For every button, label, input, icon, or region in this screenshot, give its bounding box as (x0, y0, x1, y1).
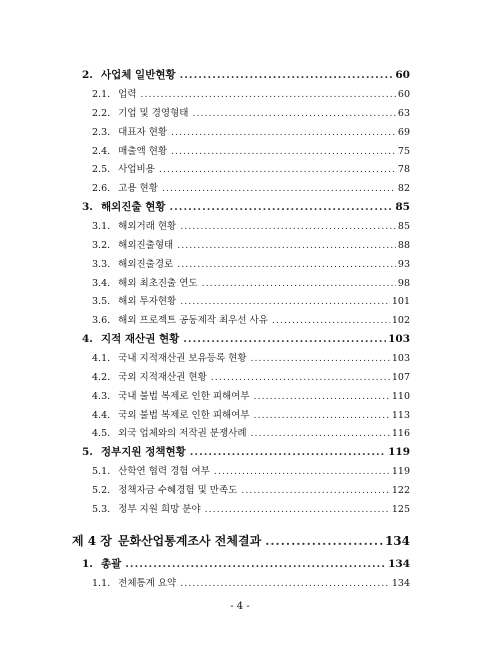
toc-entry[interactable] (92, 501, 410, 521)
toc-entry-number: 3.1. (92, 221, 111, 232)
toc-entry-title: 매출액 현황 (118, 146, 168, 157)
toc-entry[interactable] (92, 425, 410, 445)
toc-leader-dots (251, 353, 390, 364)
toc-entry-number: 2.2. (92, 108, 111, 119)
toc-leader-dots (180, 221, 396, 232)
toc-leader-dots (211, 372, 390, 383)
toc-entry-title: 대표자 현황 (118, 127, 168, 138)
toc-entry[interactable] (92, 482, 410, 502)
toc-entry-number: 4.1. (92, 353, 111, 364)
toc-leader-dots (171, 146, 396, 157)
toc-entry-page: 110 (391, 391, 410, 402)
toc-entry-title: 해외 투자현황 (118, 296, 177, 307)
toc-entry-number: 3.4. (92, 278, 111, 289)
toc-entry-number: 3.3. (92, 259, 111, 270)
toc-entry[interactable] (92, 143, 410, 163)
toc-entry-page: 60 (397, 89, 410, 100)
toc-entry[interactable] (92, 407, 410, 427)
toc-entry-number: 2.6. (92, 183, 111, 194)
toc-entry-page: 134 (391, 578, 410, 589)
toc-entry-number: 2.4. (92, 146, 111, 157)
toc-entry-title: 국내 지적재산권 보유등록 현황 (118, 353, 247, 364)
toc-entry[interactable] (92, 105, 410, 125)
toc-leader-dots (265, 534, 383, 548)
toc-entry-title: 업력 (118, 89, 137, 100)
toc-entry-number: 2.3. (92, 127, 111, 138)
toc-entry-number: 3.5. (92, 296, 111, 307)
toc-leader-dots (159, 164, 396, 175)
toc-entry[interactable] (92, 369, 410, 389)
toc-leader-dots (192, 108, 395, 119)
toc-entry[interactable] (82, 331, 410, 351)
toc-leader-dots (254, 391, 390, 402)
toc-entry-title: 산학연 협력 경험 여부 (118, 466, 210, 477)
toc-entry[interactable] (92, 312, 410, 332)
toc-entry-page: 125 (391, 504, 410, 515)
toc-leader-dots (171, 127, 396, 138)
toc-entry-title: 국외 지적재산권 현황 (118, 372, 207, 383)
toc-entry[interactable] (92, 180, 410, 200)
toc-leader-dots (272, 315, 390, 326)
page-number: - 4 - (230, 601, 250, 612)
toc-entry-page: 60 (395, 69, 410, 81)
toc-entry-title: 지적 재산권 현황 (100, 333, 180, 345)
toc-entry-title: 기업 및 경영형태 (118, 108, 189, 119)
toc-entry-title: 전체통계 요약 (118, 578, 177, 589)
toc-entry-page: 102 (391, 315, 410, 326)
toc-entry-number: 3.6. (92, 315, 111, 326)
toc-entry-page: 63 (397, 108, 410, 119)
toc-entry[interactable] (92, 350, 410, 370)
toc-entry-number: 4.3. (92, 391, 111, 402)
toc-entry-title: 국외 불법 복제로 인한 피해여부 (118, 410, 250, 421)
toc-entry-page: 78 (397, 164, 410, 175)
toc-entry-page: 93 (397, 259, 410, 270)
toc-leader-dots (254, 410, 390, 421)
toc-entry[interactable] (92, 575, 410, 595)
toc-entry-number: 5.3. (92, 504, 111, 515)
toc-leader-dots (180, 296, 390, 307)
toc-entry[interactable] (82, 199, 410, 219)
toc-entry-page: 101 (391, 296, 410, 307)
toc-entry[interactable] (92, 463, 410, 483)
toc-leader-dots (180, 69, 394, 81)
toc-entry[interactable] (92, 256, 410, 276)
toc-entry-title: 해외 프로젝트 공동제작 최우선 사유 (118, 315, 268, 326)
toc-leader-dots (205, 504, 390, 515)
toc-chapter-number: 제 4 장 (72, 534, 112, 548)
toc-entry-number: 2.5. (92, 164, 111, 175)
toc-leader-dots (183, 333, 386, 345)
toc-entry-title: 사업비용 (118, 164, 155, 175)
toc-leader-dots (169, 201, 393, 213)
toc-entry-number: 1. (82, 558, 93, 570)
toc-entry-page: 113 (391, 410, 410, 421)
toc-leader-dots (241, 485, 390, 496)
toc-entry[interactable] (82, 444, 410, 464)
toc-leader-dots (251, 428, 390, 439)
toc-leader-dots (180, 578, 390, 589)
toc-leader-dots (177, 259, 396, 270)
toc-entry-number: 4.2. (92, 372, 111, 383)
toc-leader-dots (162, 183, 396, 194)
toc-entry-title: 해외진출 현황 (100, 201, 166, 213)
toc-entry-number: 4.5. (92, 428, 111, 439)
toc-entry-page: 88 (397, 240, 410, 251)
toc-entry-title: 정책자금 수혜경험 및 만족도 (118, 485, 238, 496)
toc-entry-page: 103 (388, 333, 410, 345)
toc-entry-number: 3. (82, 201, 93, 213)
toc-entry-title: 고용 현황 (118, 183, 158, 194)
toc-entry-title: 해외 최초진출 연도 (118, 278, 198, 289)
toc-entry-title: 총괄 (100, 558, 122, 570)
toc-entry[interactable] (92, 86, 410, 106)
toc-leader-dots (177, 240, 396, 251)
toc-entry-title: 외국 업체와의 저작권 분쟁사례 (118, 428, 247, 439)
toc-entry-page: 122 (391, 485, 410, 496)
toc-entry[interactable] (92, 275, 410, 295)
toc-chapter-page: 134 (384, 534, 410, 548)
toc-entry-number: 1.1. (92, 578, 111, 589)
toc-entry[interactable] (92, 388, 410, 408)
toc-entry-title: 국내 불법 복제로 인한 피해여부 (118, 391, 250, 402)
toc-entry-number: 4.4. (92, 410, 111, 421)
toc-entry-page: 82 (397, 183, 410, 194)
toc-entry[interactable] (92, 237, 410, 257)
toc-entry-page: 85 (395, 201, 410, 213)
toc-entry-page: 98 (397, 278, 410, 289)
toc-entry-page: 116 (391, 428, 410, 439)
toc-leader-dots (190, 446, 386, 458)
toc-entry-page: 69 (397, 127, 410, 138)
toc-entry-title: 정부지원 정책현황 (100, 446, 186, 458)
toc-leader-dots (214, 466, 390, 477)
toc-entry[interactable] (92, 293, 410, 313)
toc-entry-title: 해외거래 현황 (118, 221, 177, 232)
toc-chapter-title: 문화산업통계조사 전체결과 (117, 534, 262, 548)
toc-leader-dots (202, 278, 396, 289)
toc-entry[interactable] (82, 556, 410, 576)
toc-entry-number: 2. (82, 69, 93, 81)
toc-entry-page: 103 (391, 353, 410, 364)
toc-entry-page: 85 (397, 221, 410, 232)
toc-entry-page: 119 (388, 446, 410, 458)
toc-leader-dots (125, 558, 386, 570)
toc-entry-page: 75 (397, 146, 410, 157)
toc-entry-title: 사업체 일반현황 (100, 69, 176, 81)
toc-entry-title: 해외진출형태 (118, 240, 174, 251)
toc-entry-title: 해외진출경로 (118, 259, 174, 270)
toc-entry-page: 119 (391, 466, 410, 477)
toc-entry[interactable] (82, 67, 410, 87)
toc-entry-page: 107 (391, 372, 410, 383)
toc-entry[interactable] (92, 161, 410, 181)
toc-entry-number: 5.2. (92, 485, 111, 496)
toc-entry-number: 5.1. (92, 466, 111, 477)
toc-entry-number: 3.2. (92, 240, 111, 251)
toc-entry-page: 134 (388, 558, 410, 570)
toc-entry[interactable] (92, 124, 410, 144)
toc-entry-number: 5. (82, 446, 93, 458)
toc-entry[interactable] (92, 218, 410, 238)
toc-chapter-entry[interactable] (72, 532, 410, 554)
toc-entry-title: 정부 지원 희망 분야 (118, 504, 201, 515)
toc-entry-number: 4. (82, 333, 93, 345)
toc-entry-number: 2.1. (92, 89, 111, 100)
toc-leader-dots (141, 89, 396, 100)
